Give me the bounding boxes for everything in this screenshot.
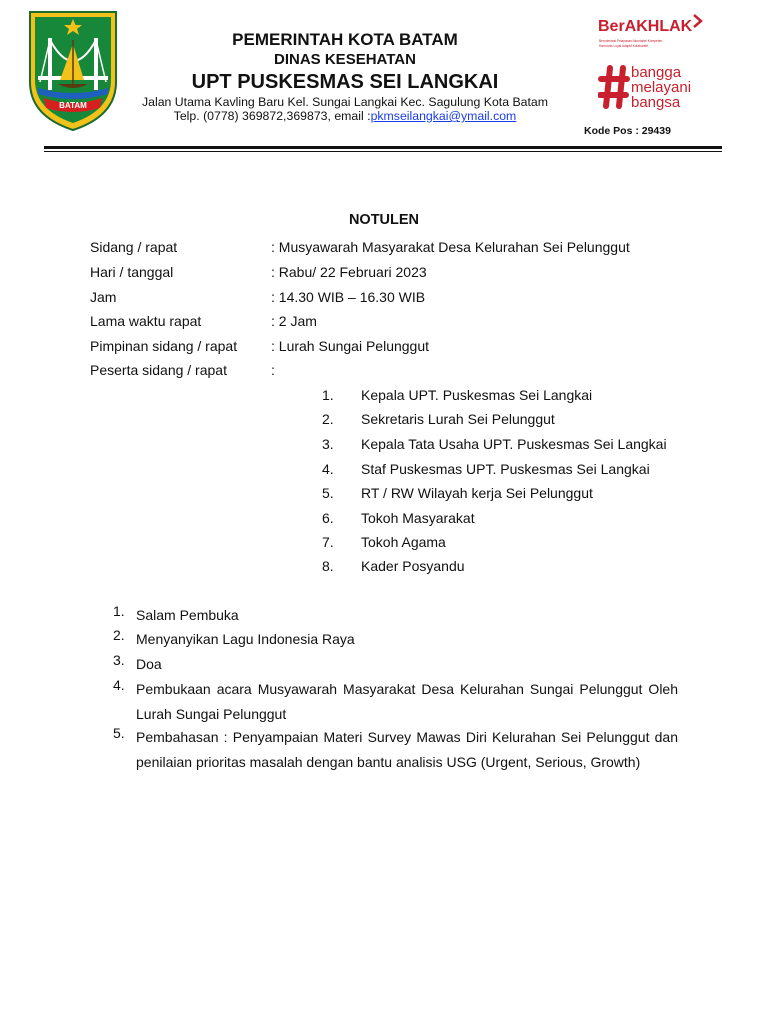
participant-name: Kepala Tata Usaha UPT. Puskesmas Sei Langkai xyxy=(361,436,667,452)
field-label: Hari / tanggal xyxy=(90,264,174,280)
participant-number: 1. xyxy=(322,387,334,403)
field-value: : Lurah Sungai Pelunggut xyxy=(271,338,430,354)
berakhlak-sub1: Berorientasi Pelayanan Akuntabel Kompeten xyxy=(599,39,663,43)
participant-number: 7. xyxy=(322,534,334,550)
crest-label: BATAM xyxy=(59,101,87,110)
batam-crest-logo xyxy=(28,10,118,132)
agenda-number: 3. xyxy=(113,652,125,668)
header-rule-thick xyxy=(44,146,722,149)
field-value: : 2 Jam xyxy=(271,313,317,329)
participant-name: Kepala UPT. Puskesmas Sei Langkai xyxy=(361,387,593,403)
participant-number: 5. xyxy=(322,485,334,501)
field-row xyxy=(90,338,430,354)
field-row xyxy=(90,362,275,378)
field-value: : Musyawarah Masyarakat Desa Kelurahan Sei Pelunggut xyxy=(271,239,630,255)
field-label: Sidang / rapat xyxy=(90,239,178,255)
header-institution: UPT PUSKESMAS SEI LANGKAI xyxy=(191,71,499,93)
participant-name: Tokoh Masyarakat xyxy=(361,510,475,526)
berakhlak-logo xyxy=(596,14,714,114)
agenda-number: 1. xyxy=(113,603,125,619)
hashtag-icon xyxy=(598,64,630,110)
header-contact xyxy=(130,109,560,123)
participant-number: 2. xyxy=(322,411,334,427)
participant-name: Staf Puskesmas UPT. Puskesmas Sei Langkai xyxy=(361,461,650,477)
participant-number: 4. xyxy=(322,461,334,477)
participant-name: Kader Posyandu xyxy=(361,558,465,574)
document-title: NOTULEN xyxy=(348,212,420,228)
participant-name: Sekretaris Lurah Sei Pelunggut xyxy=(361,411,555,427)
agenda-text: Menyanyikan Lagu Indonesia Raya xyxy=(136,631,355,647)
header-department: DINAS KESEHATAN xyxy=(274,51,416,68)
agenda-text: Pembukaan acara Musyawarah Masyarakat Desa Kelurahan Sungai Pelunggut Oleh Lurah Sungai Pelunggut xyxy=(136,681,678,722)
participant-number: 3. xyxy=(322,436,334,452)
field-row xyxy=(90,239,630,255)
agenda-number: 5. xyxy=(113,725,125,741)
field-value: : Rabu/ 22 Februari 2023 xyxy=(271,264,427,280)
berakhlak-title: BerAKHLAK xyxy=(598,18,693,35)
berakhlak-sub2: Harmonis Loyal Adaptif Kolaboratif xyxy=(599,44,648,48)
header-rule-thin xyxy=(44,151,722,152)
header-address: Jalan Utama Kavling Baru Kel. Sungai Langkai Kec. Sagulung Kota Batam xyxy=(141,95,549,109)
tagline-melayani: melayani xyxy=(631,79,692,96)
participant-number: 8. xyxy=(322,558,334,574)
field-label: Jam xyxy=(90,289,117,305)
agenda-number: 4. xyxy=(113,677,125,693)
header-phone: Telp. (0778) 369872,369873, email : xyxy=(173,109,371,123)
agenda-text: Pembahasan : Penyampaian Materi Survey Mawas Diri Kelurahan Sei Pelunggut dan penilaian prioritas masalah dengan bantu analisis USG (Urgent, Serious, Growth) xyxy=(136,729,678,770)
chevron-right-icon xyxy=(692,14,704,28)
tagline-bangsa: bangsa xyxy=(631,94,681,111)
participant-name: RT / RW Wilayah kerja Sei Pelunggut xyxy=(361,485,593,501)
field-label: Peserta sidang / rapat xyxy=(90,362,227,378)
agenda-number: 2. xyxy=(113,627,125,643)
header-government: PEMERINTAH KOTA BATAM xyxy=(232,30,458,49)
agenda-text: Doa xyxy=(136,656,162,672)
field-row xyxy=(90,313,317,329)
participant-number: 6. xyxy=(322,510,334,526)
field-label: Lama waktu rapat xyxy=(90,313,202,329)
field-row xyxy=(90,289,426,305)
field-value: : 14.30 WIB – 16.30 WIB xyxy=(271,289,426,305)
field-label: Pimpinan sidang / rapat xyxy=(90,338,238,354)
postal-code: Kode Pos : 29439 xyxy=(584,125,671,137)
participant-name: Tokoh Agama xyxy=(361,534,446,550)
agenda-text: Salam Pembuka xyxy=(136,607,239,623)
tagline-bangga: bangga xyxy=(631,64,682,81)
email-link[interactable]: pkmseilangkai@ymail.com xyxy=(370,109,517,123)
field-value: : xyxy=(271,362,275,378)
field-row xyxy=(90,264,427,280)
